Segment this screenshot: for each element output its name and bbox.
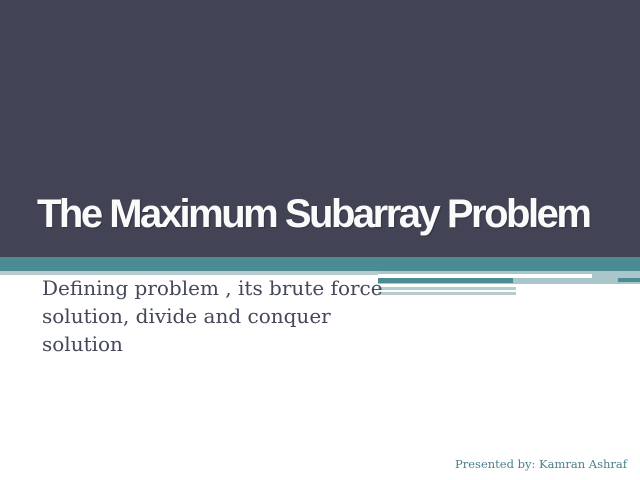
slide-subtitle <box>42 274 382 358</box>
subtitle-line: solution, divide and conquer <box>42 304 331 328</box>
subtitle-line: Defining problem , its brute force <box>42 276 383 300</box>
accent-band <box>0 257 640 271</box>
slide-title: The Maximum Subarray Problem <box>37 192 590 236</box>
decorative-right-line <box>618 278 640 282</box>
decorative-thin-line <box>378 292 516 295</box>
decorative-teal-stripe <box>378 278 513 283</box>
subtitle-line: solution <box>42 332 123 356</box>
decorative-thin-line <box>378 287 516 290</box>
presenter-credit: Presented by: Kamran Ashraf <box>455 457 627 471</box>
